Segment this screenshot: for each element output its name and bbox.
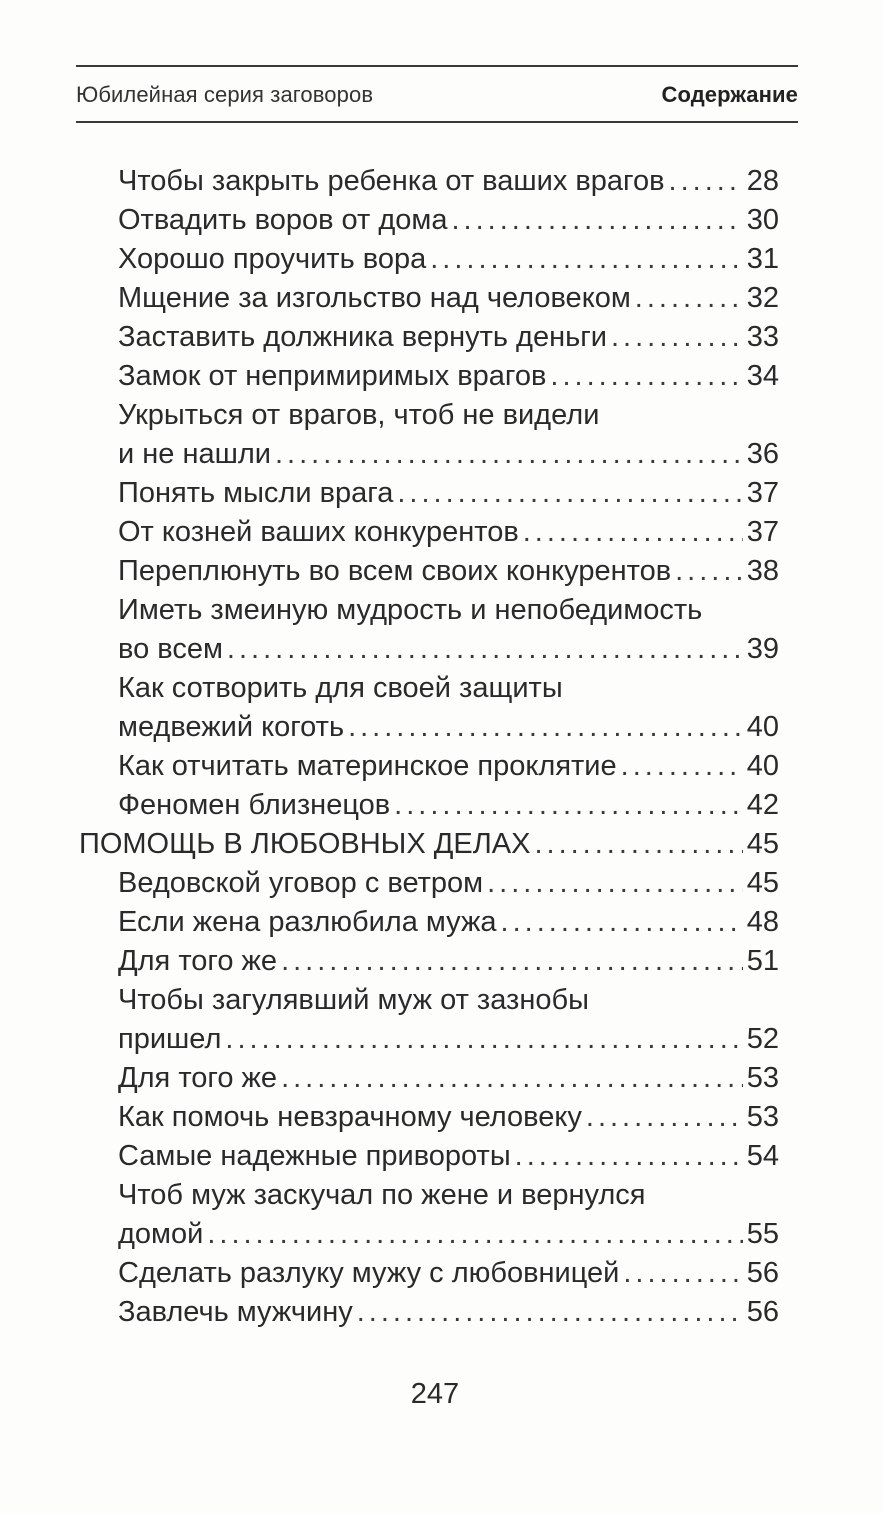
toc-page-number: 53 bbox=[746, 1062, 779, 1094]
series-title: Юбилейная серия заговоров bbox=[76, 82, 374, 107]
leader-dots bbox=[430, 240, 743, 279]
toc-entry bbox=[118, 357, 779, 396]
leader-dots bbox=[275, 435, 743, 474]
toc-entry bbox=[118, 864, 779, 903]
leader-dots bbox=[397, 474, 742, 513]
toc-entry bbox=[118, 1215, 779, 1254]
leader-dots bbox=[225, 1020, 742, 1059]
toc-entry-first-line: Чтобы загулявший муж от зазнобы bbox=[118, 984, 589, 1016]
header-bottom-rule bbox=[76, 121, 798, 123]
toc-entry bbox=[118, 1137, 779, 1176]
toc-entry bbox=[118, 708, 779, 747]
toc-entry-first-line: Иметь змеиную мудрость и непобедимость bbox=[118, 594, 703, 626]
toc-entry-title: Как отчитать материнское проклятие bbox=[118, 750, 617, 782]
toc-entry bbox=[118, 1254, 779, 1293]
header-top-rule bbox=[76, 65, 798, 67]
toc-page-number: 40 bbox=[746, 711, 779, 743]
toc-entry-title: и не нашли bbox=[118, 438, 271, 470]
toc-entry-title: Для того же bbox=[118, 945, 278, 977]
leader-dots bbox=[281, 942, 743, 981]
toc-page-number: 45 bbox=[746, 828, 779, 860]
toc-page-number: 48 bbox=[746, 906, 779, 938]
toc-entry-title: Если жена разлюбила мужа bbox=[118, 906, 497, 938]
toc-page-number: 30 bbox=[746, 204, 779, 236]
toc-page-number: 51 bbox=[746, 945, 779, 977]
toc-entry bbox=[118, 201, 779, 240]
leader-dots bbox=[348, 708, 743, 747]
toc-entry-title: Хорошо проучить вора bbox=[118, 243, 427, 275]
leader-dots bbox=[515, 1137, 743, 1176]
toc-entry-title: Самые надежные привороты bbox=[118, 1140, 511, 1172]
toc-page-number: 54 bbox=[746, 1140, 779, 1172]
toc-entry-title: Феномен близнецов bbox=[118, 789, 391, 821]
toc-entry-title: во всем bbox=[118, 633, 223, 665]
leader-dots bbox=[207, 1215, 742, 1254]
toc-entry-title: Для того же bbox=[118, 1062, 278, 1094]
running-header bbox=[76, 78, 798, 112]
toc-page-number: 56 bbox=[746, 1296, 779, 1328]
toc-entry-title: домой bbox=[118, 1218, 204, 1250]
toc-entry-title: пришел bbox=[118, 1023, 222, 1055]
leader-dots bbox=[357, 1293, 743, 1332]
leader-dots bbox=[501, 903, 743, 942]
toc-entry-first-line: Укрыться от врагов, чтоб не видели bbox=[118, 399, 600, 431]
toc-entry-first-line: Как сотворить для своей защиты bbox=[118, 672, 563, 704]
toc-entry-title: От козней ваших конкурентов bbox=[118, 516, 519, 548]
toc-entry-title: Завлечь мужчину bbox=[118, 1296, 353, 1328]
toc-page-number: 55 bbox=[746, 1218, 779, 1250]
toc-page-number: 33 bbox=[746, 321, 779, 353]
leader-dots bbox=[523, 513, 743, 552]
toc-entry bbox=[118, 240, 779, 279]
leader-dots bbox=[452, 201, 743, 240]
leader-dots bbox=[621, 747, 743, 786]
toc-page-number: 34 bbox=[746, 360, 779, 392]
leader-dots bbox=[394, 786, 743, 825]
leader-dots bbox=[534, 825, 742, 864]
toc-entry bbox=[118, 786, 779, 825]
toc-page-number: 28 bbox=[746, 165, 779, 197]
leader-dots bbox=[623, 1254, 742, 1293]
toc-page-number: 32 bbox=[746, 282, 779, 314]
toc-entry bbox=[118, 1059, 779, 1098]
toc-entry-title: Сделать разлуку мужу с любовницей bbox=[118, 1257, 620, 1289]
toc-entry bbox=[118, 552, 779, 591]
toc-entry bbox=[118, 1293, 779, 1332]
toc-page-number: 52 bbox=[746, 1023, 779, 1055]
toc-page-number: 45 bbox=[746, 867, 779, 899]
toc-entry-title: Отвадить воров от дома bbox=[118, 204, 448, 236]
leader-dots bbox=[281, 1059, 743, 1098]
leader-dots bbox=[586, 1098, 743, 1137]
leader-dots bbox=[227, 630, 743, 669]
toc-entry bbox=[118, 279, 779, 318]
toc-entry bbox=[118, 513, 779, 552]
toc-entry bbox=[118, 747, 779, 786]
toc-entry-title: медвежий коготь bbox=[118, 711, 345, 743]
toc-page-number: 31 bbox=[746, 243, 779, 275]
toc-page-number: 36 bbox=[746, 438, 779, 470]
toc-entry bbox=[118, 942, 779, 981]
toc-entry-title: Как помочь невзрачному человеку bbox=[118, 1101, 582, 1133]
toc-entry-first-line: Чтоб муж заскучал по жене и вернулся bbox=[118, 1179, 646, 1211]
toc-entry bbox=[118, 903, 779, 942]
toc-page-number: 37 bbox=[746, 516, 779, 548]
toc-entry bbox=[118, 1098, 779, 1137]
toc-entry bbox=[118, 318, 779, 357]
toc-entry-title: Заставить должника вернуть деньги bbox=[118, 321, 607, 353]
toc-entry-title: Мщение за изгольство над человеком bbox=[118, 282, 631, 314]
leader-dots bbox=[669, 162, 743, 201]
toc-entry-title: Чтобы закрыть ребенка от ваших врагов bbox=[118, 165, 665, 197]
leader-dots bbox=[487, 864, 743, 903]
toc-page-number: 38 bbox=[746, 555, 779, 587]
toc-page-number: 39 bbox=[746, 633, 779, 665]
toc-entry-title: Замок от непримиримых врагов bbox=[118, 360, 547, 392]
toc-page-number: 40 bbox=[746, 750, 779, 782]
toc-section-heading bbox=[79, 825, 779, 864]
section-title: Содержание bbox=[661, 82, 798, 107]
toc-page-number: 37 bbox=[746, 477, 779, 509]
leader-dots bbox=[635, 279, 743, 318]
toc-entry bbox=[118, 474, 779, 513]
toc-page-number: 42 bbox=[746, 789, 779, 821]
toc-entry-title: Понять мысли врага bbox=[118, 477, 394, 509]
toc-entry bbox=[118, 162, 779, 201]
toc-section-title: ПОМОЩЬ В ЛЮБОВНЫХ ДЕЛАХ bbox=[79, 828, 531, 860]
page-number: 247 bbox=[410, 1378, 460, 1410]
toc-entry bbox=[118, 1020, 779, 1059]
toc-entry bbox=[118, 435, 779, 474]
toc-entry-title: Ведовской уговор с ветром bbox=[118, 867, 484, 899]
toc-entry bbox=[118, 630, 779, 669]
leader-dots bbox=[675, 552, 743, 591]
leader-dots bbox=[611, 318, 743, 357]
leader-dots bbox=[550, 357, 742, 396]
toc-entry-title: Переплюнуть во всем своих конкурентов bbox=[118, 555, 672, 587]
toc-page-number: 56 bbox=[746, 1257, 779, 1289]
toc-page-number: 53 bbox=[746, 1101, 779, 1133]
